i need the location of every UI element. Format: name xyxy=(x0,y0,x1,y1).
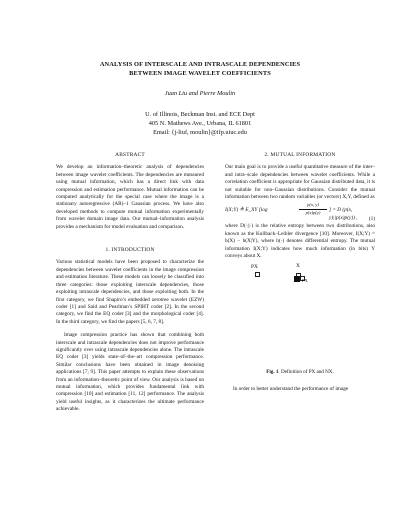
affiliation-line: U. of Illinois, Beckman Inst. and ECE Dept xyxy=(145,111,255,118)
figure-caption xyxy=(225,369,375,376)
paper-title xyxy=(30,60,370,78)
right-column xyxy=(225,152,375,393)
authors: Juan Liu and Pierre Moulin xyxy=(164,90,236,97)
intro-paragraph: Image compression practice has shown that combining both interscale and intrascale dependencies does not improve performance significantly over using intrascale dependencies alone. The intrascale EQ coder [3] yields state–of–the–art compression performance. Similar conclusions have been obtained in image denoising applications [7, 9]. This paper attempts to explain these observations from an information–theoretic point of view. Our analysis is based on mutual information, which provides fundamental link with compression [10] and estimation [11, 12] performance. The analysis yield useful insights, as it characterizes the ultimate performance achievable. xyxy=(56,332,204,413)
mi-paragraph: Our main goal is to provide a useful quantitative measure of the inter– and intra–scale dependencies between wavelet coefficients. While a correlation coefficient is appropriate for Gaussian distributed data, it is not suitable for non–Gaussian distributions. Consider the mutual information between two random variables (or vectors) X,Y, defined as xyxy=(225,164,375,201)
figure-label-px-small: PX xyxy=(302,278,308,284)
equation-lhs: I(X;Y) ≜ E_XY [log xyxy=(225,207,268,214)
title-line-2: BETWEEN IMAGE WAVELET COEFFICIENTS xyxy=(129,70,271,77)
caption-label: Fig. 1 xyxy=(266,369,279,376)
figure-label-px: PX xyxy=(251,264,258,271)
figure-label-x: X xyxy=(296,263,300,270)
abstract-text: We develop an information–theoretic analysis of dependencies between image wavelet coefficients. The dependencies are measured using mutual information, which has a direct link with data compression and estimation performance. Mutual information can be computed analytically for the special case where the image is a stationary autoregressive (AR)–1 Gaussian process. We have also developed methods to compute mutual information experimentally from wavelet domain image data. Our mutual–information analysis provides a mechanism for model evaluation and comparison. xyxy=(56,164,204,230)
title-line-1: ANALYSIS OF INTERSCALE AND INTRASCALE DEPENDENCIES xyxy=(99,61,301,68)
affiliation-line: 405 N. Mathews Ave., Urbana, IL 61801 xyxy=(148,120,252,127)
affiliation-email: Email: {j-liuf, moulin}@ifp.uiuc.edu xyxy=(153,129,247,136)
intro-paragraph: Various statistical models have been proposed to characterize the dependencies between wavelet coefficients in the image compression and estimation literature. These models can loosely be classified into three categories: those exploiting interscale dependencies, those exploiting intrascale dependencies, and those exploiting both. In the first category, we find Shapiro’s embedded zerotree wavelet (EZW) coder [1] and Said and Pearlman’s SPIHT coder [2]. In the second category, we find the EQ coder [3] and the morphological coder [4]. In the third category, we find the papers [5, 6, 7, 8]. xyxy=(56,259,204,325)
equation-denominator: p(x)p(y) xyxy=(305,209,321,215)
equation-rhs: ] = D (p(x, y)||p(x)p(y)) , xyxy=(329,207,358,221)
equation-fraction xyxy=(299,202,327,216)
introduction-heading: 1. INTRODUCTION xyxy=(105,247,155,254)
px-parent-square xyxy=(255,272,260,277)
caption-text: . Definition of PX and NX. xyxy=(278,369,334,376)
equation-number: (1) xyxy=(368,216,375,223)
abstract-heading: ABSTRACT xyxy=(115,152,145,158)
equation-1 xyxy=(225,201,375,223)
continuing-paragraph: In order to better understand the performance of image xyxy=(233,385,349,392)
figure-1 xyxy=(225,262,375,366)
section-2-heading: 2. MUTUAL INFORMATION xyxy=(264,152,336,158)
mi-paragraph: where D(·||·) is the relative entropy between two distributions, also known as the Kullback–Leibler divergence [10]. Moreover, I(X;Y) = h(X) − h(X|Y), where h(·) denotes differential entropy. The mutual information I(X;Y) indicates how much information (in bits) Y conveys about X. xyxy=(225,223,375,260)
left-column xyxy=(56,152,204,414)
affiliation xyxy=(30,110,370,137)
equation-numerator: p(x, y) xyxy=(307,202,319,208)
